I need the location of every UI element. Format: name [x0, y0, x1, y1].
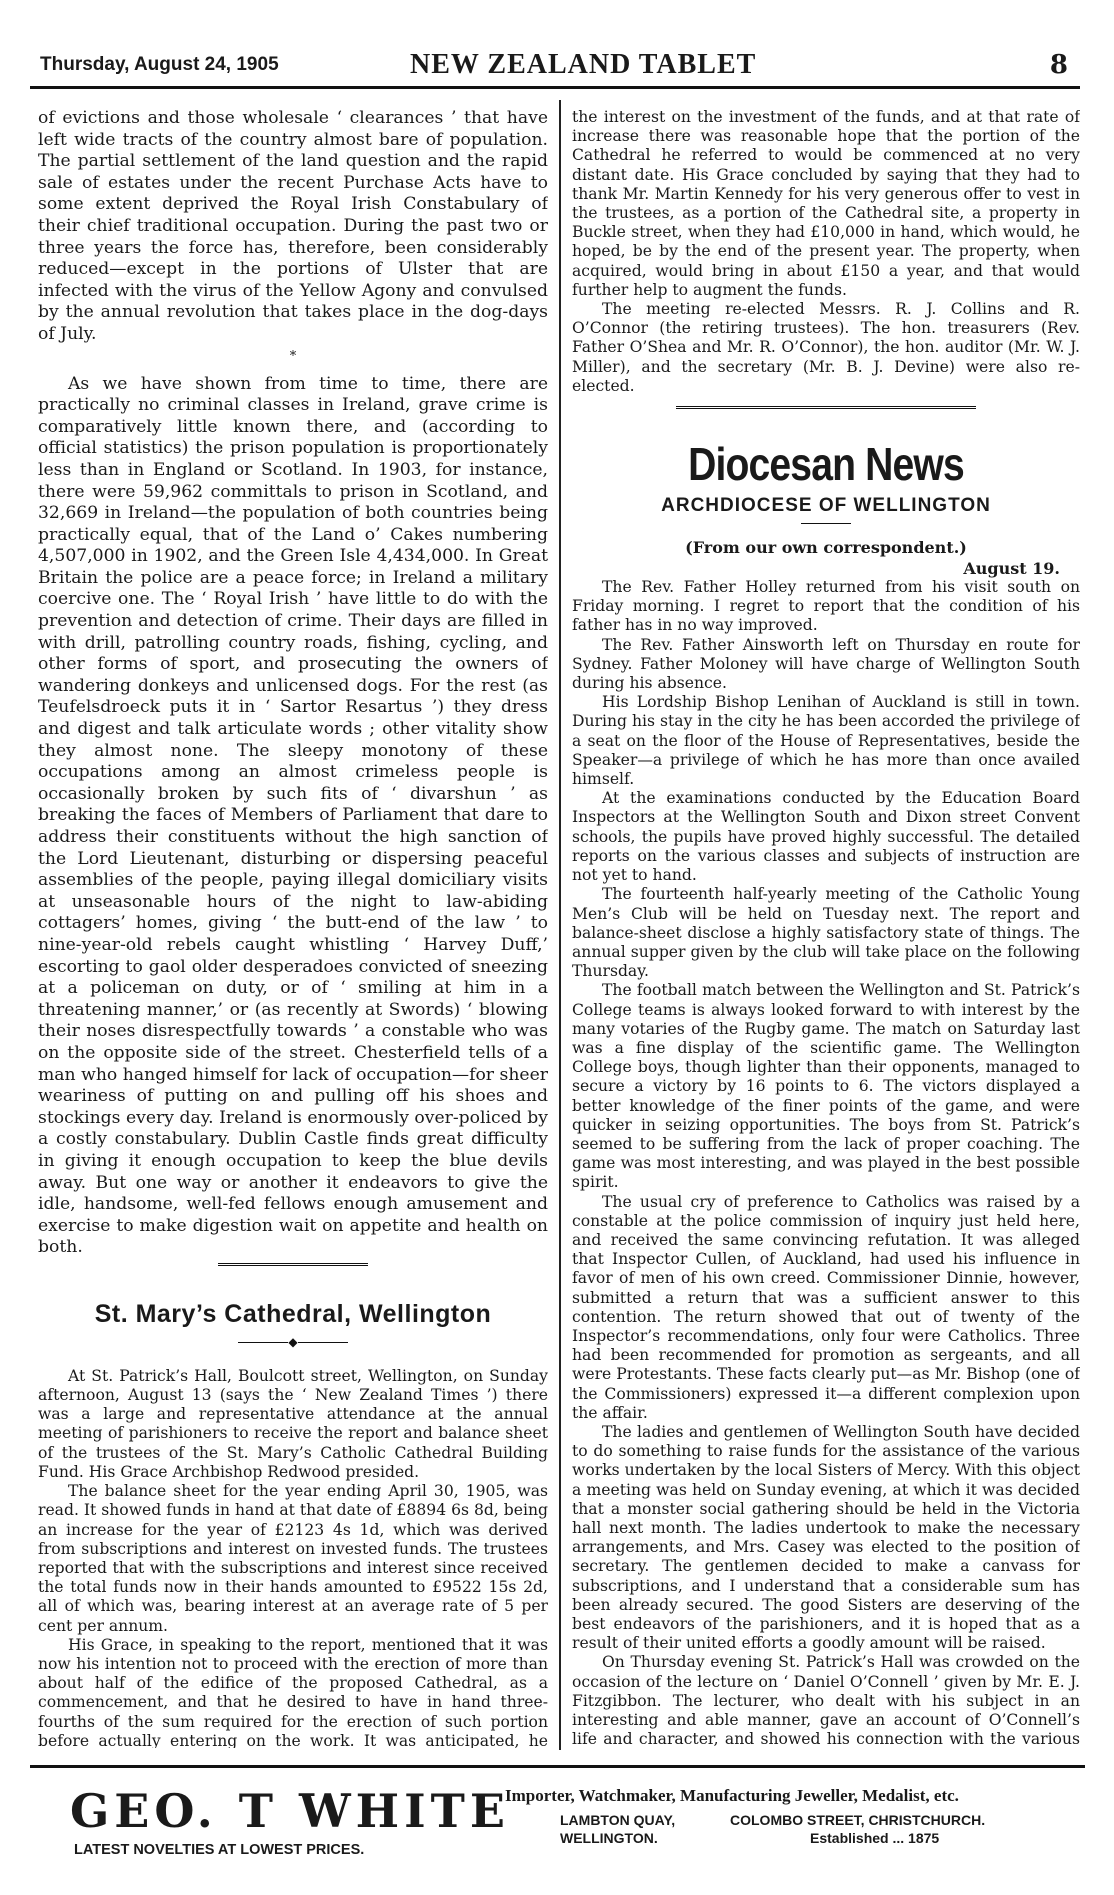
- dateline: August 19.: [963, 559, 1060, 579]
- article-paragraph: The meeting re-elected Messrs. R. J. Collins and R. O’Connor (the retiring trustees). The hon. treasurers (Rev. Father O’Shea and Mr. R. O’Connor), the hon. auditor (Mr. W. J. Miller), and the secretary (Mr. B. J. Devine) were also re-elected.: [572, 300, 1080, 395]
- article-paragraph: the interest on the investment of the funds, and at that rate of increase there was reasonable hope that the portion of the Cathedral he referred to would be commenced at no very distant date. His Grace concluded by saying that they had to thank Mr. Martin Kennedy for his very generous offer to vest in the trustees, as a portion of the Cathedral site, a property in Buckle street, when they had £10,000 in hand, which would, he hoped, be by the end of the present year. The property, when acquired, would bring in about £150 a year, and that would further help to augment the funds.: [572, 108, 1080, 299]
- correspondent-line: (From our own correspondent.): [685, 538, 967, 558]
- established-year: Established ... 1875: [810, 1830, 940, 1846]
- advertisement-footer: [30, 1778, 1090, 1878]
- article-paragraph: At St. Patrick’s Hall, Boulcott street, Wellington, on Sunday afternoon, August 13 (says the ‘ New Zealand Times ’) there was a large and representative attendance at the annual meeting of parishioners to receive the report and balance sheet of the trustees of the St. Mary’s Catholic Cathedral Building Fund. His Grace Archbishop Redwood presided.: [38, 1366, 548, 1481]
- archdiocese-subheading: ARCHDIOCESE OF WELLINGTON: [661, 495, 991, 517]
- diamond-icon: ◆: [288, 1334, 298, 1349]
- news-item: The football match between the Wellington and St. Patrick’s College teams is always looked forward to with interest by the many votaries of the Rugby game. The match on Saturday last was a fine display of the scientific game. The Wellington College boys, though lighter than their opponents, managed to secure a victory by 16 points to 6. The victors displayed a better knowledge of the finer points of the game, and were quicker in seizing opportunities. The boys from St. Patrick’s seemed to be suffering from the lack of proper coaching. The game was most interesting, and was played in the best possible spirit.: [572, 981, 1080, 1192]
- news-item: The Rev. Father Ainsworth left on Thursday en route for Sydney. Father Moloney will have charge of Wellington South during his absence.: [572, 635, 1080, 693]
- news-item: At the examinations conducted by the Education Board Inspectors at the Wellington South and Dixon street Convent schools, the pupils have proved highly successful. The detailed reports on the various classes and subjects of instruction are not yet to hand.: [572, 789, 1080, 885]
- advertiser-tagline: LATEST NOVELTIES AT LOWEST PRICES.: [74, 1842, 365, 1858]
- news-item: The Rev. Father Holley returned from his visit south on Friday morning. I regret to report that the condition of his father has in no way improved.: [572, 578, 1080, 635]
- left-column: [38, 108, 548, 1748]
- masthead-title: NEW ZEALAND TABLET: [410, 49, 757, 80]
- page-number: 8: [1049, 50, 1068, 80]
- short-divider: [801, 523, 851, 524]
- news-item: The ladies and gentlemen of Wellington South have decided to do something to raise funds for the assistance of the various works undertaken by the local Sisters of Mercy. With this object a meeting was held on Sunday evening, at which it was decided that a monster social gathering should be held in the Victoria hall next month. The ladies undertook to make the necessary arrangements, and Mrs. Casey was elected to the position of secretary. The gentlemen decided to make a canvass for subscriptions, and I understand that a considerable sum has been already secured. The good Sisters are deserving of the best endeavors of the parishioners, and it is hoped that as a result of their united efforts a goodly amount will be raised.: [572, 1422, 1080, 1653]
- article-paragraph: The balance sheet for the year ending April 30, 1905, was read. It showed funds in hand at that date of £8894 6s 8d, being an increase for the year of £2123 4s 1d, which was derived from subscriptions and interest on invested funds. The trustees reported that with the subscriptions and interest since received the total funds now in their hands amounted to £9522 15s 2d, all of which was, bearing interest at an average rate of 5 per cent per annum.: [38, 1482, 548, 1635]
- news-item: The fourteenth half-yearly meeting of the Catholic Young Men’s Club will be held on Tuesday next. The report and balance-sheet disclose a highly satisfactory state of things. The annual supper given by the club will take place on the following Thursday.: [572, 885, 1080, 981]
- divider-ornament: [38, 1335, 548, 1349]
- advertiser-trade: Importer, Watchmaker, Manufacturing Jeweller, Medalist, etc.: [505, 1786, 959, 1805]
- news-item: On Thursday evening St. Patrick’s Hall was crowded on the occasion of the lecture on ‘ Daniel O’Connell ’ given by Mr. E. J. Fitzgibbon. The lecturer, who dealt with his subject in an interesting and able manner, gave an account of O’Connell’s life and character, and showed his connection with the various: [572, 1653, 1080, 1748]
- diocesan-news-heading: Diocesan News: [688, 438, 964, 491]
- address-wellington-city: WELLINGTON.: [560, 1830, 658, 1846]
- address-christchurch: COLOMBO STREET, CHRISTCHURCH.: [730, 1812, 986, 1828]
- footer-rule: [30, 1765, 1085, 1768]
- column-divider: [559, 100, 561, 1750]
- article-paragraph: of evictions and those wholesale ‘ clearances ’ that have left wide tracts of the country almost bare of population. The partial settlement of the land question and the rapid sale of estates under the recent Purchase Acts have to some extent deprived the Royal Irish Constabulary of their chief traditional occupation. During the past two or three years the force has, therefore, been considerably reduced—except in the portions of Ulster that are infected with the virus of the Yellow Agony and convulsed by the annual revolution that takes place in the dog-days of July.: [38, 108, 548, 344]
- section-double-rule: [676, 406, 976, 409]
- right-column: [572, 108, 1080, 1748]
- address-wellington-street: LAMBTON QUAY,: [560, 1812, 676, 1828]
- news-item: The usual cry of preference to Catholics was raised by a constable at the police commission of inquiry just held here, and received the same convincing refutation. It was alleged that Inspector Cullen, of Auckland, had used his influence in favor of men of his own creed. Commissioner Dinnie, however, submitted a return that was a sufficient answer to this contention. The return showed that out of twenty of the Inspector’s recommendations, only four were Catholics. Three had been recommended for promotion as sergeants, and all were Protestants. These facts clearly put—as Mr. Bishop (one of the Commissioners) expressed it—a different complexion upon the affair.: [572, 1192, 1080, 1422]
- section-star-ornament: *: [289, 348, 297, 364]
- section-heading-st-marys: St. Mary’s Cathedral, Wellington: [94, 1299, 492, 1328]
- article-paragraph: His Grace, in speaking to the report, mentioned that it was now his intention not to proceed with the erection of more than about half of the edifice of the proposed Cathedral, as a commencement, and that he desired to have in hand three-fourths of the sum required for the erection of such portion before actually entering on the work. It was anticipated, he: [38, 1635, 548, 1748]
- page-header: [30, 46, 1080, 89]
- advertiser-name: GEO. T WHITE: [70, 1784, 510, 1838]
- article-paragraph: As we have shown from time to time, there are practically no criminal classes in Ireland, grave crime is comparatively little known there, and (according to official statistics) the prison population is proportionately less than in England or Scotland. In 1903, for instance, there were 59,962 committals to prison in Scotland, and 32,669 in Ireland—the population of both countries being practically equal, that of the Land o’ Cakes numbering 4,507,000 in 1902, and the Green Isle 4,434,000. In Great Britain the police are a peace force; in Ireland a military coercive one. The ‘ Royal Irish ’ have little to do with the prevention and detection of crime. Their days are filled in with drill, patrolling country roads, fishing, cycling, and other forms of sport, and prosecuting the owners of wandering donkeys and unlicensed dogs. For the rest (as Teufelsdroeck puts it in ‘ Sartor Resartus ’) they dress and digest and talk articulate words ; other vitality show they almost none. The sleepy monotony of these occupations among an almost crimeless people is occasionally broken by such fits of ‘ divarshun ’ as breaking the faces of Members of Parliament that dare to address their constituents without the high sanction of the Lord Lieutenant, disturbing or dispersing peaceful assemblies of the people, paying illegal domiciliary visits at unseasonable hours of the night to law-abiding cottagers’ homes, giving ‘ the butt-end of the law ’ to nine-year-old rebels caught whistling ‘ Harvey Duff,’ escorting to gaol older desperadoes convicted of sneezing at a policeman on duty, or of ‘ smiling at him in a threatening manner,’ or (as recently at Swords) ‘ blowing their noses disrespectfully towards ’ a constable who was on the opposite side of the street. Chesterfield tells of a man who hanged himself for lack of occupation—for sheer weariness of putting on and pulling off his shoes and stockings every day. Ireland is enormously over-policed by a costly constabulary. Dublin Castle finds great difficulty in giving it enough occupation to keep the blue devils away. But one way or another it endeavors to give the idle, handsome, well-fed fellows enough amusement and exercise to make digestion wait on appetite and health on both.: [38, 373, 548, 1258]
- article-end-rule: [218, 1263, 368, 1266]
- issue-date: Thursday, August 24, 1905: [40, 54, 279, 75]
- news-item: His Lordship Bishop Lenihan of Auckland is still in town. During his stay in the city he has been accorded the privilege of a seat on the floor of the House of Representatives, beside the Speaker—a privilege of which he has more than once availed himself.: [572, 693, 1080, 789]
